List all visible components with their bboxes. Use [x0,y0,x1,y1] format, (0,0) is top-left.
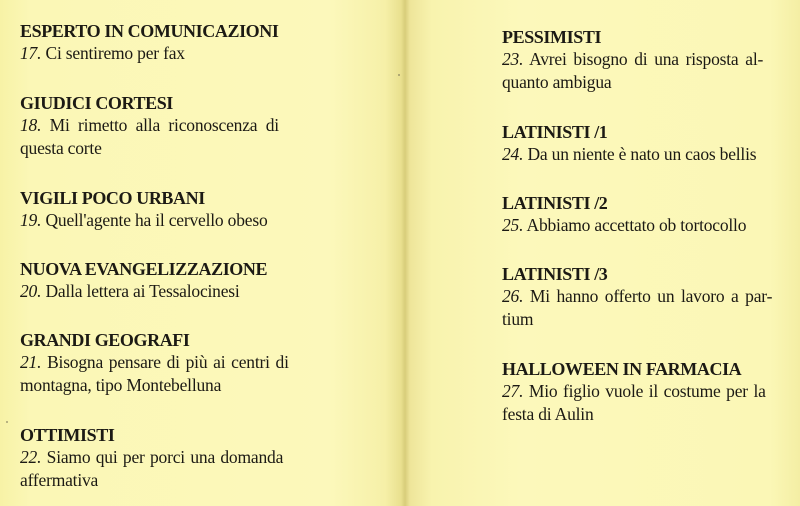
entry-22 [20,424,390,492]
entry-heading: LATINISTI /2 [502,193,608,213]
entry-number: 19. [20,210,42,230]
entry-text-line [20,114,298,137]
entry-text-line [20,351,390,374]
entry-heading: GRANDI GEOGRAFI [20,330,190,350]
entry-text: Mio figlio vuole il costume per la [528,381,766,401]
paper-speck [6,421,8,423]
entry-17 [20,20,390,65]
entry-text-line: questa corte [20,138,102,158]
entry-text-line [502,380,792,403]
entry-text: Quell'agente ha il cervello obeso [45,210,268,230]
entry-number: 18. [20,115,42,135]
entry-text-line [20,209,390,232]
entry-text: Ci sentiremo per fax [45,43,185,63]
entry-18 [20,92,390,160]
entry-text: Mi hanno offerto un lavoro a par- [529,286,773,306]
entry-24 [502,121,792,166]
entry-text: Dalla lettera ai Tessalocinesi [45,281,240,301]
entry-text: Siamo qui per porci una domanda [46,447,284,467]
entry-25 [502,192,792,237]
entry-text: Mi rimetto alla riconoscenza di [49,115,279,135]
entry-number: 25. [502,215,524,235]
entry-number: 20. [20,281,42,301]
entry-text-line [502,143,792,166]
entry-text-line: festa di Aulin [502,404,594,424]
entry-heading: ESPERTO IN COMUNICAZIONI [20,21,279,41]
entry-heading: VIGILI POCO URBANI [20,188,205,208]
entry-27 [502,358,792,426]
paper-speck [398,74,400,76]
entry-heading: NUOVA EVANGELIZZAZIONE [20,259,268,279]
entry-heading: OTTIMISTI [20,425,115,445]
entry-text-line [502,214,792,237]
entry-text: Avrei bisogno di una risposta al- [529,49,764,69]
entry-19 [20,187,390,232]
entry-heading: LATINISTI /1 [502,122,608,142]
entry-number: 21. [20,352,42,372]
entry-number: 17. [20,43,42,63]
entry-number: 26. [502,286,524,306]
entry-number: 24. [502,144,524,164]
entry-23 [502,26,792,94]
entry-text: Da un niente è nato un caos bellis [527,144,757,164]
entry-text-line [502,285,792,308]
entry-text-line: quanto ambigua [502,72,612,92]
entry-number: 22. [20,447,42,467]
entry-text-line [502,48,792,71]
entry-heading: LATINISTI /3 [502,264,608,284]
entry-text-line: montagna, tipo Montebelluna [20,375,222,395]
entry-20 [20,258,390,303]
entry-text-line [20,42,390,65]
entry-number: 27. [502,381,524,401]
entry-21 [20,329,390,397]
entry-number: 23. [502,49,524,69]
entry-text-line: affermativa [20,470,99,490]
entry-heading: HALLOWEEN IN FARMACIA [502,359,742,379]
entry-text-line [20,446,390,469]
entry-26 [502,263,792,331]
entry-heading: PESSIMISTI [502,27,602,47]
entry-text-line: tium [502,309,534,329]
entry-heading: GIUDICI CORTESI [20,93,173,113]
entry-text-line [20,280,390,303]
entry-text: Bisogna pensare di più ai centri di [47,352,289,372]
entry-text: Abbiamo accettato ob tortocollo [526,215,747,235]
